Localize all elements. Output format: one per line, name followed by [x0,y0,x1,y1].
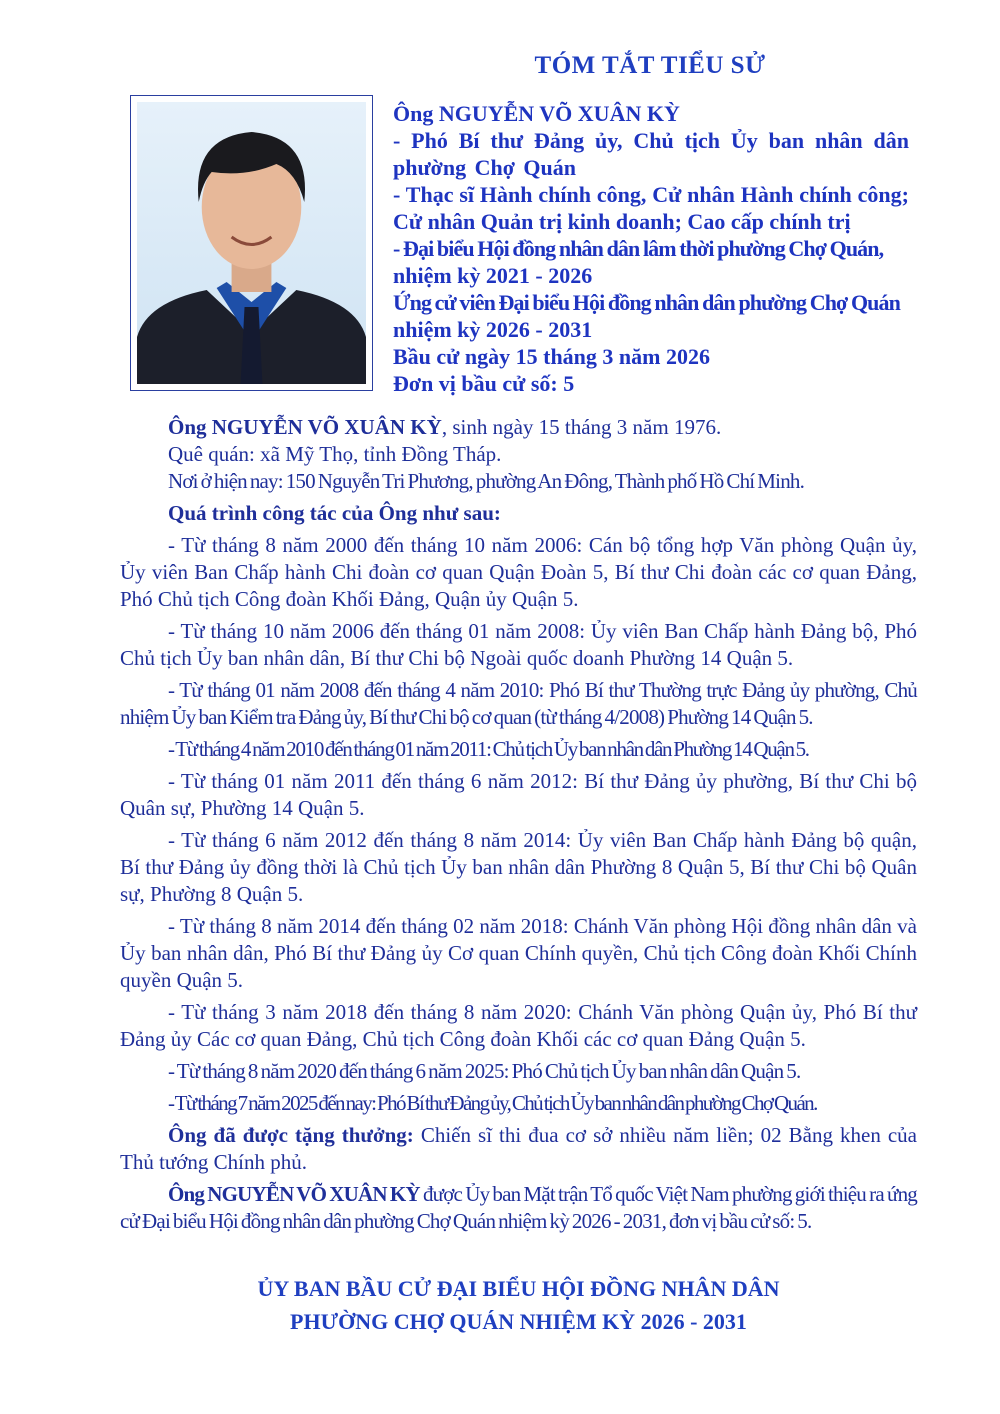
candidate-name: Ông NGUYỄN VÕ XUÂN KỲ [393,101,680,126]
delegate-term-line1: - Đại biểu Hội đồng nhân dân lâm thời phường Chợ Quán, [393,236,884,261]
portrait-photo [130,95,373,391]
residence: Nơi ở hiện nay: 150 Nguyễn Tri Phương, phường An Đông, Thành phố Hồ Chí Minh. [168,469,805,493]
career-item: - Từ tháng 01 năm 2011 đến tháng 6 năm 2012: Bí thư Đảng ủy phường, Bí thư Chi bộ Quân sự, Phường 14 Quận 5. [120,769,917,820]
electoral-unit: Đơn vị bầu cử số: 5 [393,371,575,396]
awards-label: Ông đã được tặng thưởng: [168,1123,414,1147]
career-item: - Từ tháng 7 năm 2025 đến nay: Phó Bí thư Đảng ủy, Chủ tịch Ủy ban nhân dân phường Chợ Quán. [168,1091,817,1115]
birth-paragraph [120,414,917,441]
birth-info: , sinh ngày 15 tháng 3 năm 1976. [441,415,722,439]
career-item: - Từ tháng 10 năm 2006 đến tháng 01 năm 2008: Ủy viên Ban Chấp hành Đảng bộ, Phó Chủ tịch Ủy ban nhân dân, Bí thư Chi bộ Ngoài quốc doanh Phường 14 Quận 5. [120,619,917,670]
awards-paragraph [120,1122,917,1176]
career-item: - Từ tháng 8 năm 2000 đến tháng 10 năm 2006: Cán bộ tổng hợp Văn phòng Quận ủy, Ủy viên Ban Chấp hành Chi đoàn cơ quan Quận Đoàn 5, Bí thư Chi đoàn các cơ quan Đảng, Phó Chủ tịch Công đoàn Khối Đảng, Quận ủy Quận 5. [120,533,917,611]
biography-body [120,414,917,1240]
career-item: - Từ tháng 4 năm 2010 đến tháng 01 năm 2011: Chủ tịch Ủy ban nhân dân Phường 14 Quận 5. [168,737,809,761]
delegate-term-line2: nhiệm kỳ 2021 - 2026 [393,263,593,288]
career-item: - Từ tháng 6 năm 2012 đến tháng 8 năm 2014: Ủy viên Ban Chấp hành Đảng bộ quận, Bí thư Đảng ủy đồng thời là Chủ tịch Ủy ban nhân dân Phường 8 Quận 5, Bí thư Chi bộ Quân sự, Phường 8 Quận 5. [120,828,917,906]
person-name: Ông NGUYỄN VÕ XUÂN KỲ [168,415,442,439]
candidate-term-line1: Ứng cử viên Đại biểu Hội đồng nhân dân phường Chợ Quán [393,290,900,315]
portrait-image [137,102,366,384]
candidate-position: - Phó Bí thư Đảng ủy, Chủ tịch Ủy ban nhân dân phường Chợ Quán [393,128,909,180]
closing-text: được Ủy ban Mặt trận Tổ quốc Việt Nam phường giới thiệu ra ứng cử Đại biểu Hội đồng nhân dân phường Chợ Quán nhiệm kỳ 2026 - 2031, đơn vị bầu cử số: 5. [120,1182,917,1233]
candidate-education: - Thạc sĩ Hành chính công, Cử nhân Hành chính công; Cử nhân Quản trị kinh doanh; Cao cấp chính trị [393,182,909,234]
career-item: - Từ tháng 8 năm 2014 đến tháng 02 năm 2018: Chánh Văn phòng Hội đồng nhân dân và Ủy ban nhân dân, Phó Bí thư Đảng ủy Cơ quan Chính quyền, Chủ tịch Công đoàn Khối Chính quyền Quận 5. [120,914,917,992]
closing-paragraph [120,1181,917,1235]
election-committee-signature [120,1272,917,1338]
career-item: - Từ tháng 3 năm 2018 đến tháng 8 năm 2020: Chánh Văn phòng Quận ủy, Phó Bí thư Đảng ủy Các cơ quan Đảng, Chủ tịch Công đoàn Khối các cơ quan Đảng Quận 5. [120,1000,917,1051]
career-item: - Từ tháng 01 năm 2008 đến tháng 4 năm 2010: Phó Bí thư Thường trực Đảng ủy phường, Chủ nhiệm Ủy ban Kiểm tra Đảng ủy, Bí thư Chi bộ cơ quan (từ tháng 4/2008) Phường 14 Quận 5. [120,678,917,729]
page-title: TÓM TẮT TIỂU SỬ [534,52,766,79]
awards-text: Chiến sĩ thi đua cơ sở nhiều năm liền; 02 Bằng khen của Thủ tướng Chính phủ. [120,1123,917,1174]
candidate-term-line2: nhiệm kỳ 2026 - 2031 [393,317,593,342]
career-heading: Quá trình công tác của Ông như sau: [168,501,501,525]
candidate-summary [393,100,909,397]
closing-name: Ông NGUYỄN VÕ XUÂN KỲ [168,1182,420,1206]
election-date: Bầu cử ngày 15 tháng 3 năm 2026 [393,344,710,369]
committee-line1: ỦY BAN BẦU CỬ ĐẠI BIỂU HỘI ĐỒNG NHÂN DÂN [257,1276,780,1301]
career-item: - Từ tháng 8 năm 2020 đến tháng 6 năm 2025: Phó Chủ tịch Ủy ban nhân dân Quận 5. [168,1059,801,1083]
committee-line2: PHƯỜNG CHỢ QUÁN NHIỆM KỲ 2026 - 2031 [290,1309,747,1334]
hometown: Quê quán: xã Mỹ Thọ, tỉnh Đồng Tháp. [168,442,502,466]
